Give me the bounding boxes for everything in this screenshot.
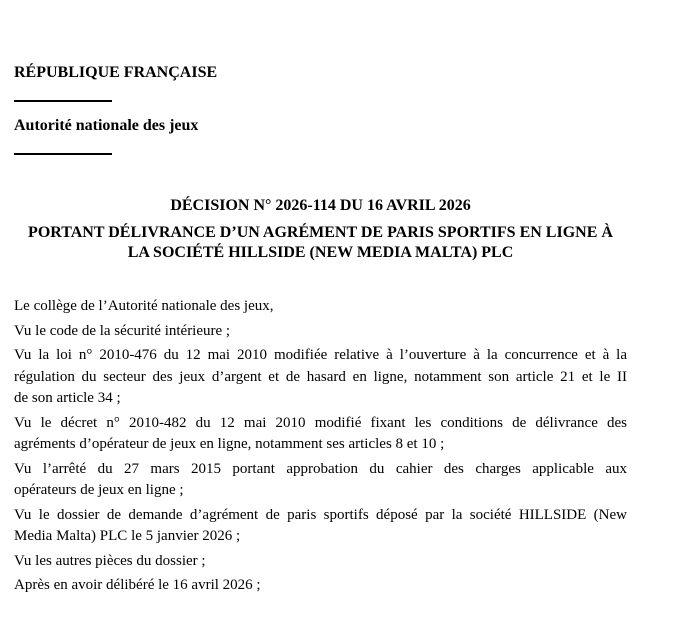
paragraph-line: Vu le dossier de demande d’agrément de paris sportifs déposé par la société HILLSIDE (New (14, 506, 627, 523)
divider-line-2 (14, 153, 112, 155)
republic-title: RÉPUBLIQUE FRANÇAISE (14, 64, 218, 81)
paragraph-line: Vu la loi n° 2010-476 du 12 mai 2010 modifiée relative à l’ouverture à la concurrence et à la (14, 347, 627, 363)
paragraph-line: de son article 34 ; (14, 390, 121, 406)
paragraph-visa-decret (14, 413, 627, 456)
paragraph-line: Media Malta) PLC le 5 janvier 2026 ; (14, 528, 241, 544)
decision-subject-line-2: LA SOCIÉTÉ HILLSIDE (NEW MEDIA MALTA) PLC (127, 244, 514, 261)
paragraph-visa-code (14, 321, 627, 343)
paragraph-deliberation (14, 575, 627, 597)
paragraph-line: Vu les autres pièces du dossier ; (14, 552, 206, 569)
decision-number-title: DÉCISION N° 2026-114 DU 16 AVRIL 2026 (170, 197, 471, 214)
paragraph-visa-pieces (14, 551, 627, 573)
paragraph-visa-dossier (14, 505, 627, 548)
decision-subject-line-1: PORTANT DÉLIVRANCE D’UN AGRÉMENT DE PARIS SPORTIFS EN LIGNE À (28, 224, 613, 241)
paragraph-college (14, 296, 627, 318)
decision-title-block (14, 196, 627, 263)
decision-subject-title (14, 223, 627, 263)
paragraph-line: Après en avoir délibéré le 16 avril 2026 ; (14, 577, 261, 593)
paragraph-line: Vu l’arrêté du 27 mars 2015 portant approbation du cahier des charges applicable aux (14, 460, 627, 477)
paragraph-visa-loi (14, 345, 627, 410)
divider-line-1 (14, 100, 112, 102)
paragraph-line: Vu le décret n° 2010-482 du 12 mai 2010 modifié fixant les conditions de délivrance des (14, 414, 627, 431)
paragraph-line: agréments d’opérateur de jeux en ligne, notamment ses articles 8 et 10 ; (14, 436, 445, 452)
document-body (14, 296, 627, 597)
paragraph-line: régulation du secteur des jeux d’argent et de hasard en ligne, notamment son article 21 et le II (14, 368, 627, 385)
paragraph-line: Vu le code de la sécurité intérieure ; (14, 322, 231, 339)
document-header (14, 0, 688, 155)
paragraph-line: Le collège de l’Autorité nationale des jeux, (14, 298, 274, 314)
paragraph-line: opérateurs de jeux en ligne ; (14, 482, 184, 498)
authority-title: Autorité nationale des jeux (14, 117, 199, 134)
paragraph-visa-arrete (14, 459, 627, 502)
